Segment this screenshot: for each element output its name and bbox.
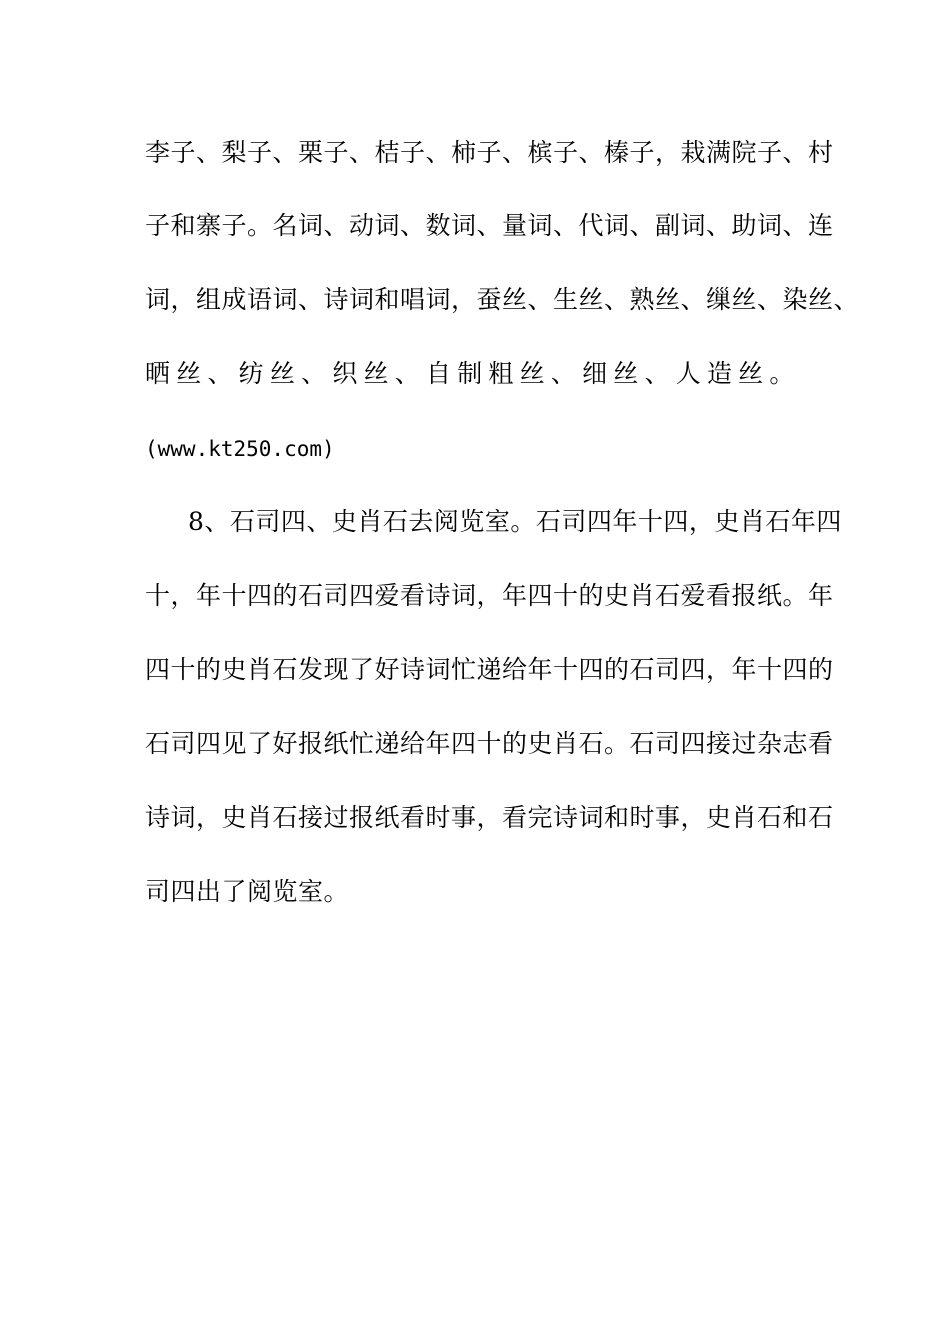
char: 人: [675, 359, 702, 388]
paragraph-1-line-1: 李子、梨子、栗子、桔子、柿子、槟子、榛子，栽满院子、村: [145, 138, 834, 167]
char: 丝: [363, 359, 390, 388]
char: 粗: [488, 359, 514, 388]
paragraph-1-line-2: 子和寨子。名词、动词、数词、量词、代词、副词、助词、连: [145, 211, 834, 240]
paragraph-1-line-3: 词，组成语词、诗词和唱词，蚕丝、生丝、熟丝、缫丝、染丝、: [145, 285, 860, 314]
char: 造: [706, 359, 733, 388]
char: 制: [457, 359, 483, 388]
paragraph-1-line-4-spaced: [145, 356, 795, 392]
char: 纺: [238, 359, 265, 388]
paragraph-2-line-6: 司四出了阅览室。: [145, 877, 350, 906]
char: 丝: [519, 359, 546, 388]
char: 织: [332, 359, 358, 388]
source-url: (www.kt250.com): [145, 437, 335, 461]
char: 丝: [269, 359, 296, 388]
char: 丝: [738, 359, 764, 388]
paragraph-2-line-4: 石司四见了好报纸忙递给年四十的史肖石。石司四接过杂志看: [145, 729, 834, 758]
char: 晒: [145, 359, 171, 388]
char: 、: [301, 359, 327, 388]
paragraph-2-line-5: 诗词，史肖石接过报纸看时事，看完诗词和时事，史肖石和石: [145, 803, 834, 832]
paragraph-2-line-3: 四十的史肖石发现了好诗词忙递给年十四的石司四，年十四的: [145, 655, 834, 684]
char: 自: [425, 359, 452, 388]
paragraph-2-line-1: 8、石司四、史肖石去阅览室。石司四年十四，史肖石年四: [188, 507, 842, 536]
char: 、: [550, 359, 577, 388]
char: 细: [582, 359, 608, 388]
char: 。: [769, 359, 795, 388]
paragraph-2-line-2: 十，年十四的石司四爱看诗词，年四十的史肖石爱看报纸。年: [145, 581, 834, 610]
char: 、: [207, 359, 233, 388]
char: 、: [644, 359, 671, 388]
char: 丝: [613, 359, 639, 388]
char: 丝: [176, 359, 202, 388]
char: 、: [394, 359, 421, 388]
